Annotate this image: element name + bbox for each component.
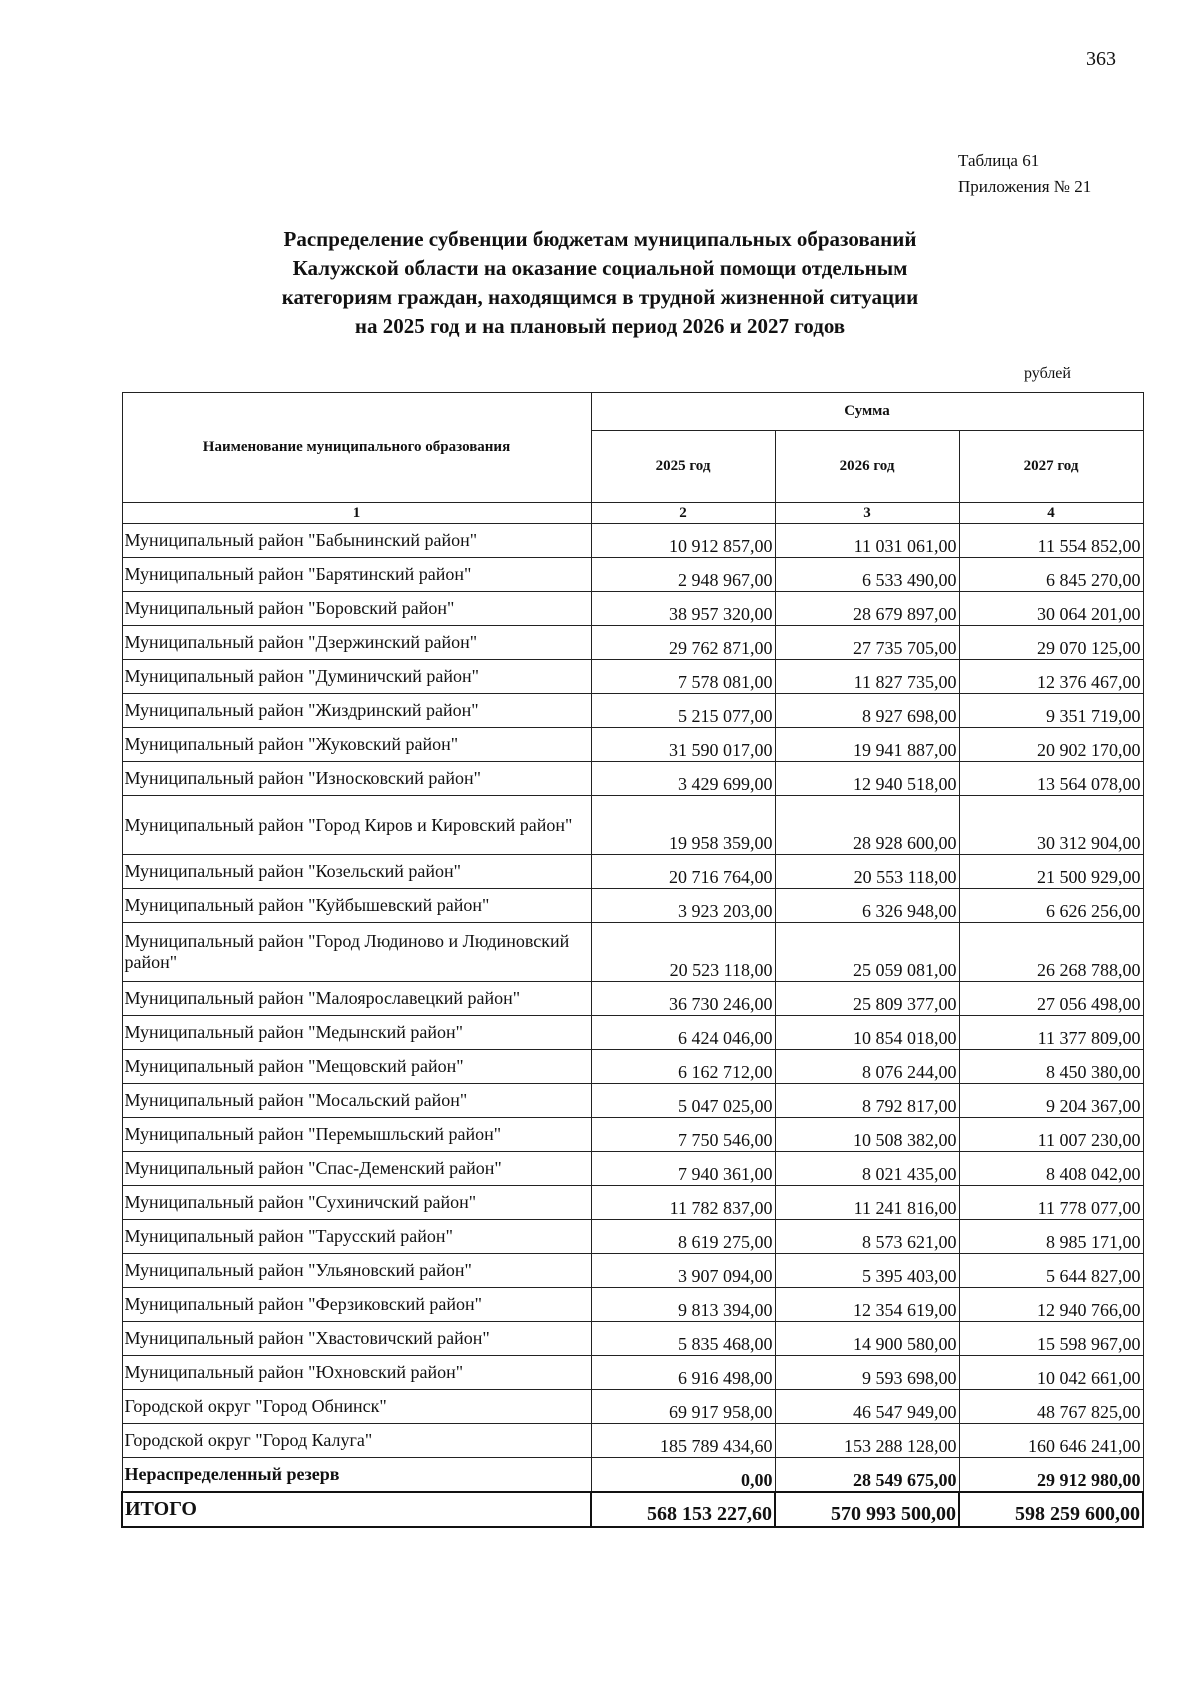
amount-2027: 48 767 825,00 (959, 1390, 1143, 1424)
column-number: 1 (122, 503, 591, 524)
amount-2026: 9 593 698,00 (775, 1356, 959, 1390)
table-number: Таблица 61 (958, 151, 1040, 170)
amount-2027: 26 268 788,00 (959, 923, 1143, 982)
municipality-name: Муниципальный район "Медынский район" (122, 1016, 591, 1050)
municipality-name: Городской округ "Город Калуга" (122, 1424, 591, 1458)
table-row (122, 728, 1143, 762)
amount-2025: 36 730 246,00 (591, 982, 775, 1016)
municipality-name: Муниципальный район "Износковский район" (122, 762, 591, 796)
table-row (122, 1424, 1143, 1458)
amount-2026: 6 326 948,00 (775, 889, 959, 923)
amount-2026: 8 792 817,00 (775, 1084, 959, 1118)
amount-2027: 8 450 380,00 (959, 1050, 1143, 1084)
table-row (122, 762, 1143, 796)
title-line: Распределение субвенции бюджетам муниципальных образований (283, 227, 917, 251)
table-row (122, 1016, 1143, 1050)
municipality-name: Муниципальный район "Жиздринский район" (122, 694, 591, 728)
amount-2027: 12 940 766,00 (959, 1288, 1143, 1322)
amount-2026: 28 679 897,00 (775, 592, 959, 626)
municipality-name: Муниципальный район "Хвастовичский район" (122, 1322, 591, 1356)
amount-2027: 11 778 077,00 (959, 1186, 1143, 1220)
page-number: 363 (1086, 48, 1116, 70)
reserve-row (122, 1458, 1143, 1493)
amount-2026: 8 076 244,00 (775, 1050, 959, 1084)
reserve-2027: 29 912 980,00 (959, 1458, 1143, 1493)
amount-2025: 185 789 434,60 (591, 1424, 775, 1458)
amount-2025: 5 215 077,00 (591, 694, 775, 728)
municipality-name: Муниципальный район "Козельский район" (122, 855, 591, 889)
amount-2027: 8 985 171,00 (959, 1220, 1143, 1254)
amount-2025: 19 958 359,00 (591, 796, 775, 855)
table-row (122, 855, 1143, 889)
amount-2027: 11 377 809,00 (959, 1016, 1143, 1050)
amount-2027: 13 564 078,00 (959, 762, 1143, 796)
amount-2027: 9 204 367,00 (959, 1084, 1143, 1118)
amount-2026: 46 547 949,00 (775, 1390, 959, 1424)
table-row (122, 592, 1143, 626)
header-name: Наименование муниципального образования (122, 393, 591, 503)
header-year-2025: 2025 год (591, 431, 775, 503)
document-title (190, 225, 1010, 341)
amount-2025: 3 907 094,00 (591, 1254, 775, 1288)
amount-2027: 11 554 852,00 (959, 524, 1143, 558)
amount-2027: 160 646 241,00 (959, 1424, 1143, 1458)
table-row (122, 694, 1143, 728)
amount-2025: 31 590 017,00 (591, 728, 775, 762)
table-row (122, 1084, 1143, 1118)
municipality-name: Муниципальный район "Ферзиковский район" (122, 1288, 591, 1322)
amount-2025: 2 948 967,00 (591, 558, 775, 592)
column-number: 3 (775, 503, 959, 524)
table-row (122, 626, 1143, 660)
table-row (122, 1152, 1143, 1186)
header-sum: Сумма (591, 393, 1143, 431)
amount-2025: 8 619 275,00 (591, 1220, 775, 1254)
municipality-name: Муниципальный район "Малоярославецкий район" (122, 982, 591, 1016)
table-reference (958, 148, 1091, 200)
amount-2026: 25 809 377,00 (775, 982, 959, 1016)
header-year-2027: 2027 год (959, 431, 1143, 503)
amount-2026: 8 021 435,00 (775, 1152, 959, 1186)
municipality-name: Муниципальный район "Сухиничский район" (122, 1186, 591, 1220)
amount-2025: 9 813 394,00 (591, 1288, 775, 1322)
total-2027: 598 259 600,00 (959, 1492, 1143, 1527)
municipality-name: Муниципальный район "Город Людиново и Людиновский район" (122, 923, 591, 982)
amount-2026: 8 573 621,00 (775, 1220, 959, 1254)
amount-2025: 6 162 712,00 (591, 1050, 775, 1084)
table-row (122, 1356, 1143, 1390)
table-row (122, 1288, 1143, 1322)
amount-2026: 12 940 518,00 (775, 762, 959, 796)
municipality-name: Городской округ "Город Обнинск" (122, 1390, 591, 1424)
amount-2026: 11 031 061,00 (775, 524, 959, 558)
table-row (122, 889, 1143, 923)
amount-2027: 12 376 467,00 (959, 660, 1143, 694)
amount-2025: 5 047 025,00 (591, 1084, 775, 1118)
amount-2025: 69 917 958,00 (591, 1390, 775, 1424)
amount-2025: 6 916 498,00 (591, 1356, 775, 1390)
municipality-name: Муниципальный район "Дзержинский район" (122, 626, 591, 660)
amount-2026: 11 241 816,00 (775, 1186, 959, 1220)
table-row (122, 923, 1143, 982)
municipality-name: Муниципальный район "Бабынинский район" (122, 524, 591, 558)
amount-2026: 19 941 887,00 (775, 728, 959, 762)
appendix-number: Приложения № 21 (958, 177, 1092, 196)
amount-2025: 3 429 699,00 (591, 762, 775, 796)
amount-2026: 12 354 619,00 (775, 1288, 959, 1322)
amount-2027: 15 598 967,00 (959, 1322, 1143, 1356)
amount-2025: 7 578 081,00 (591, 660, 775, 694)
table-row (122, 1118, 1143, 1152)
amount-2025: 38 957 320,00 (591, 592, 775, 626)
amount-2027: 6 626 256,00 (959, 889, 1143, 923)
municipality-name: Муниципальный район "Мещовский район" (122, 1050, 591, 1084)
amount-2025: 20 523 118,00 (591, 923, 775, 982)
amount-2025: 3 923 203,00 (591, 889, 775, 923)
header-year-2026: 2026 год (775, 431, 959, 503)
table-row (122, 796, 1143, 855)
amount-2025: 5 835 468,00 (591, 1322, 775, 1356)
amount-2027: 9 351 719,00 (959, 694, 1143, 728)
amount-2026: 5 395 403,00 (775, 1254, 959, 1288)
municipality-name: Муниципальный район "Спас-Деменский район" (122, 1152, 591, 1186)
amount-2026: 8 927 698,00 (775, 694, 959, 728)
reserve-2025: 0,00 (591, 1458, 775, 1493)
total-2026: 570 993 500,00 (775, 1492, 959, 1527)
title-line: Калужской области на оказание социальной помощи отдельным (292, 256, 908, 280)
municipality-name: Муниципальный район "Юхновский район" (122, 1356, 591, 1390)
amount-2027: 20 902 170,00 (959, 728, 1143, 762)
table-row (122, 558, 1143, 592)
amount-2026: 27 735 705,00 (775, 626, 959, 660)
amount-2027: 10 042 661,00 (959, 1356, 1143, 1390)
municipality-name: Муниципальный район "Тарусский район" (122, 1220, 591, 1254)
municipality-name: Муниципальный район "Мосальский район" (122, 1084, 591, 1118)
subvention-table (121, 392, 1144, 1528)
amount-2026: 14 900 580,00 (775, 1322, 959, 1356)
municipality-name: Муниципальный район "Город Киров и Кировский район" (122, 796, 591, 855)
amount-2025: 7 940 361,00 (591, 1152, 775, 1186)
reserve-label: Нераспределенный резерв (122, 1458, 591, 1493)
table-row (122, 1390, 1143, 1424)
table-row (122, 1254, 1143, 1288)
amount-2027: 8 408 042,00 (959, 1152, 1143, 1186)
amount-2027: 6 845 270,00 (959, 558, 1143, 592)
municipality-name: Муниципальный район "Ульяновский район" (122, 1254, 591, 1288)
reserve-2026: 28 549 675,00 (775, 1458, 959, 1493)
title-line: категориям граждан, находящимся в трудной жизненной ситуации (281, 285, 919, 309)
municipality-name: Муниципальный район "Куйбышевский район" (122, 889, 591, 923)
amount-2026: 6 533 490,00 (775, 558, 959, 592)
total-row (122, 1492, 1143, 1527)
amount-2027: 30 064 201,00 (959, 592, 1143, 626)
units-label: рублей (1024, 365, 1071, 382)
amount-2026: 28 928 600,00 (775, 796, 959, 855)
column-number: 4 (959, 503, 1143, 524)
amount-2026: 10 508 382,00 (775, 1118, 959, 1152)
amount-2027: 29 070 125,00 (959, 626, 1143, 660)
amount-2025: 11 782 837,00 (591, 1186, 775, 1220)
municipality-name: Муниципальный район "Перемышльский район" (122, 1118, 591, 1152)
title-line: на 2025 год и на плановый период 2026 и 2027 годов (354, 314, 846, 338)
municipality-name: Муниципальный район "Боровский район" (122, 592, 591, 626)
total-2025: 568 153 227,60 (591, 1492, 775, 1527)
table-row (122, 660, 1143, 694)
table-row (122, 1050, 1143, 1084)
municipality-name: Муниципальный район "Думиничский район" (122, 660, 591, 694)
amount-2025: 29 762 871,00 (591, 626, 775, 660)
table-row (122, 982, 1143, 1016)
amount-2026: 11 827 735,00 (775, 660, 959, 694)
amount-2027: 11 007 230,00 (959, 1118, 1143, 1152)
table-row (122, 1220, 1143, 1254)
amount-2027: 30 312 904,00 (959, 796, 1143, 855)
amount-2025: 7 750 546,00 (591, 1118, 775, 1152)
municipality-name: Муниципальный район "Жуковский район" (122, 728, 591, 762)
amount-2027: 21 500 929,00 (959, 855, 1143, 889)
amount-2026: 25 059 081,00 (775, 923, 959, 982)
amount-2025: 6 424 046,00 (591, 1016, 775, 1050)
amount-2027: 27 056 498,00 (959, 982, 1143, 1016)
table-row (122, 524, 1143, 558)
amount-2026: 20 553 118,00 (775, 855, 959, 889)
column-number: 2 (591, 503, 775, 524)
amount-2025: 20 716 764,00 (591, 855, 775, 889)
amount-2026: 10 854 018,00 (775, 1016, 959, 1050)
amount-2026: 153 288 128,00 (775, 1424, 959, 1458)
amount-2025: 10 912 857,00 (591, 524, 775, 558)
amount-2027: 5 644 827,00 (959, 1254, 1143, 1288)
table-row (122, 1322, 1143, 1356)
municipality-name: Муниципальный район "Барятинский район" (122, 558, 591, 592)
table-row (122, 1186, 1143, 1220)
total-label: ИТОГО (122, 1492, 591, 1527)
